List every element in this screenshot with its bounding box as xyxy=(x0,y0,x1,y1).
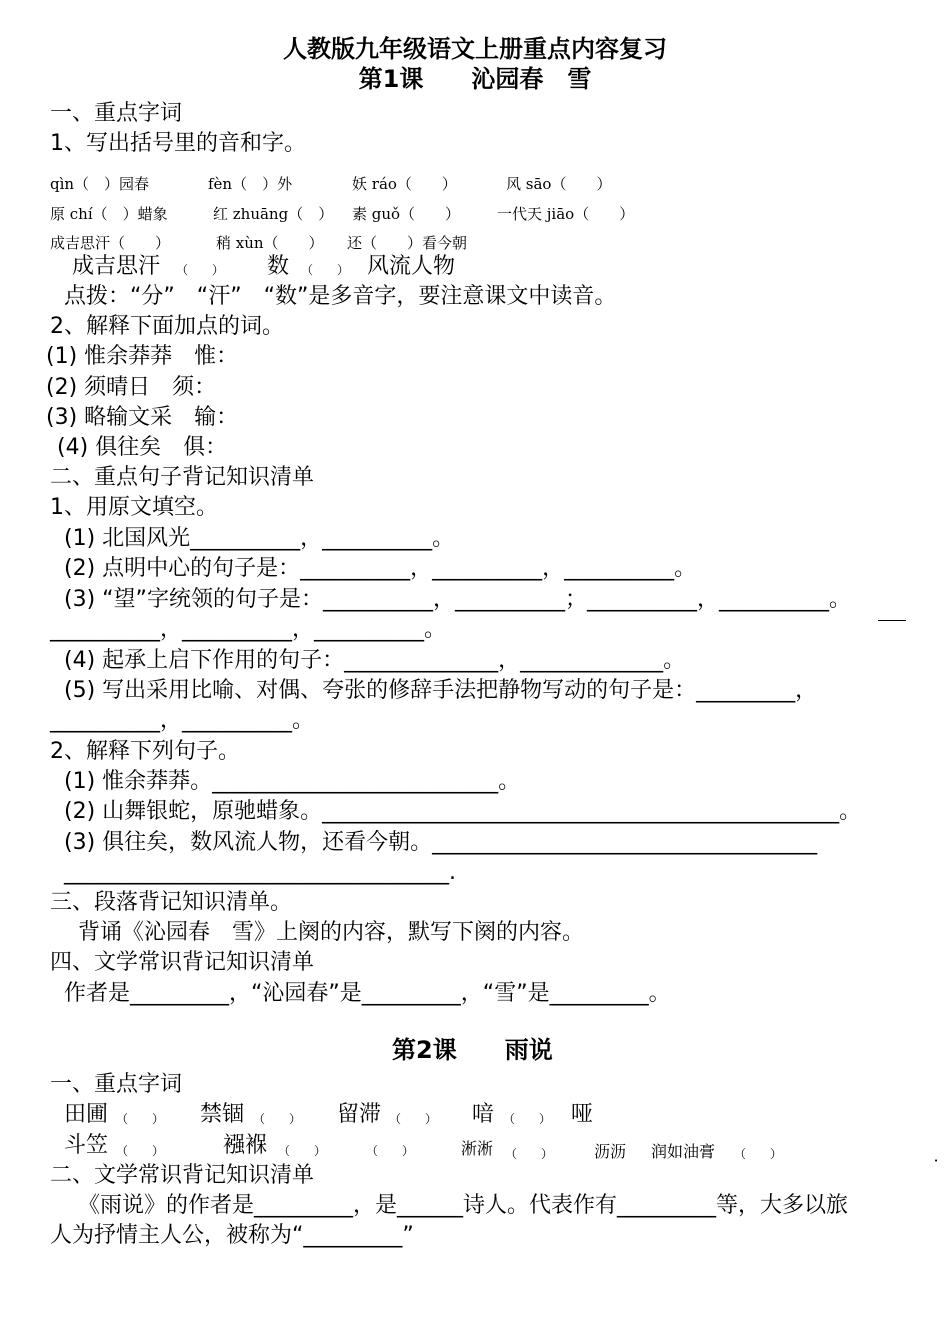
word-explain-item: (3) 略输文采 输： xyxy=(46,405,239,430)
section-heading: 一、重点字词 xyxy=(50,1072,183,1097)
pinyin-item: 素 guǒ（ ） xyxy=(352,205,461,223)
lesson2-heading: 第2课 雨说 xyxy=(392,1036,553,1064)
pinyin-item: 稍 xùn（ ） xyxy=(216,234,324,252)
section-heading: 四、文学常识背记知识清单 xyxy=(50,950,315,975)
section-heading: 三、段落背记知识清单。 xyxy=(50,890,293,915)
blank-parens: （ ） xyxy=(116,1112,165,1126)
fill-item: (3) “望”字统领的句子是：__________，__________；__________，__________。 xyxy=(64,587,851,612)
fill-item: __________，__________。 xyxy=(50,708,315,733)
fill-item: (4) 起承上启下作用的句子：______________，_____________。 xyxy=(64,648,686,673)
blank-parens: （ ） xyxy=(301,263,350,277)
word-item: 风流人物 xyxy=(367,254,456,279)
pinyin-item: qìn（ ）园春 xyxy=(50,175,150,193)
blank-parens: （ ） xyxy=(366,1144,415,1158)
pinyin-item: 妖 ráo（ ） xyxy=(352,175,457,193)
blank-parens: （ ） xyxy=(734,1147,783,1161)
explain-item: ___________________________________. xyxy=(64,860,456,885)
word-item: 沥沥 xyxy=(594,1142,627,1161)
word-item: 淅淅 · xyxy=(461,1141,950,1157)
recite-text: 背诵《沁园春 雪》上阕的内容，默写下阕的内容。 xyxy=(78,920,585,945)
word-item: 哑 xyxy=(571,1102,594,1127)
explain-item: (1) 惟余莽莽。__________________________。 xyxy=(64,769,521,794)
section-heading: 二、重点句子背记知识清单 xyxy=(50,465,315,490)
underline-continuation xyxy=(878,620,906,621)
pinyin-item: 风 sāo（ ） xyxy=(506,175,612,193)
word-item: 成吉思汗 xyxy=(72,254,161,279)
lesson1-heading: 第1课 沁园春 雪 xyxy=(358,65,592,93)
blank-parens: （ ） xyxy=(116,1144,165,1158)
blank-parens: （ ） xyxy=(253,1112,302,1126)
blank-parens: （ ） xyxy=(176,263,225,277)
fill-item: (2) 点明中心的句子是：__________，__________，__________。 xyxy=(64,556,697,581)
pinyin-item: 红 zhuāng（ ） xyxy=(213,205,334,223)
blank-parens: （ ） xyxy=(503,1112,552,1126)
word-item: 禁锢 xyxy=(200,1102,245,1127)
word-item: 斗笠 xyxy=(64,1133,109,1158)
literature-text: 人为抒情主人公，被称为“_________” xyxy=(50,1223,414,1248)
word-explain-item: (1) 惟余莽莽 惟： xyxy=(46,344,239,369)
pinyin-item: 一代天 jiāo（ ） xyxy=(497,205,635,223)
explain-item: (3) 俱往矣，数风流人物，还看今朝。___________________________________ xyxy=(64,830,818,855)
pinyin-item: 成吉思汗（ ） xyxy=(50,234,171,252)
literature-text: 《雨说》的作者是_________，是______诗人。代表作有_________等，大多以旅 xyxy=(78,1193,849,1218)
page-title: 人教版九年级语文上册重点内容复习 xyxy=(283,35,667,63)
word-item: 留滞 xyxy=(337,1102,382,1127)
fill-item: __________，__________，__________。 xyxy=(50,617,447,642)
section-heading: 二、文学常识背记知识清单 xyxy=(50,1163,315,1188)
blank-parens: （ ） xyxy=(505,1147,554,1161)
blank-parens: （ ） xyxy=(278,1144,327,1158)
word-explain-item: (2) 须晴日 须： xyxy=(46,375,217,400)
question-text: 2、解释下列句子。 xyxy=(50,739,240,764)
author-text: 作者是_________，“沁园春”是_________，“雪”是_________。 xyxy=(64,981,671,1006)
tip-text: 点拨：“分” “汗” “数”是多音字，要注意课文中读音。 xyxy=(64,284,617,309)
fill-item: (1) 北国风光__________，__________。 xyxy=(64,526,455,551)
section-heading: 一、重点字词 xyxy=(50,101,183,126)
question-text: 1、写出括号里的音和字。 xyxy=(50,131,306,156)
blank-parens: （ ） xyxy=(389,1112,438,1126)
fill-item: (5) 写出采用比喻、对偶、夸张的修辞手法把静物写动的句子是：_________， xyxy=(64,678,818,703)
word-item: 润如油膏 xyxy=(651,1142,716,1161)
explain-item: (2) 山舞银蛇，原驰蜡象。_______________________________________________。 xyxy=(64,799,862,824)
pinyin-item: 还（ ）看今朝 xyxy=(347,234,468,252)
word-item: 喑 xyxy=(472,1102,495,1127)
pinyin-item: 原 chí（ ）蜡象 xyxy=(50,205,168,223)
word-item: 襁褓 xyxy=(223,1133,268,1158)
word-explain-item: (4) 俱往矣 俱： xyxy=(57,435,228,460)
pinyin-item: fèn（ ）外 xyxy=(208,175,293,193)
question-text: 1、用原文填空。 xyxy=(50,495,218,520)
word-item: 数 xyxy=(267,254,290,279)
question-text: 2、解释下面加点的词。 xyxy=(50,314,284,339)
word-item: 田圃 xyxy=(64,1102,109,1127)
